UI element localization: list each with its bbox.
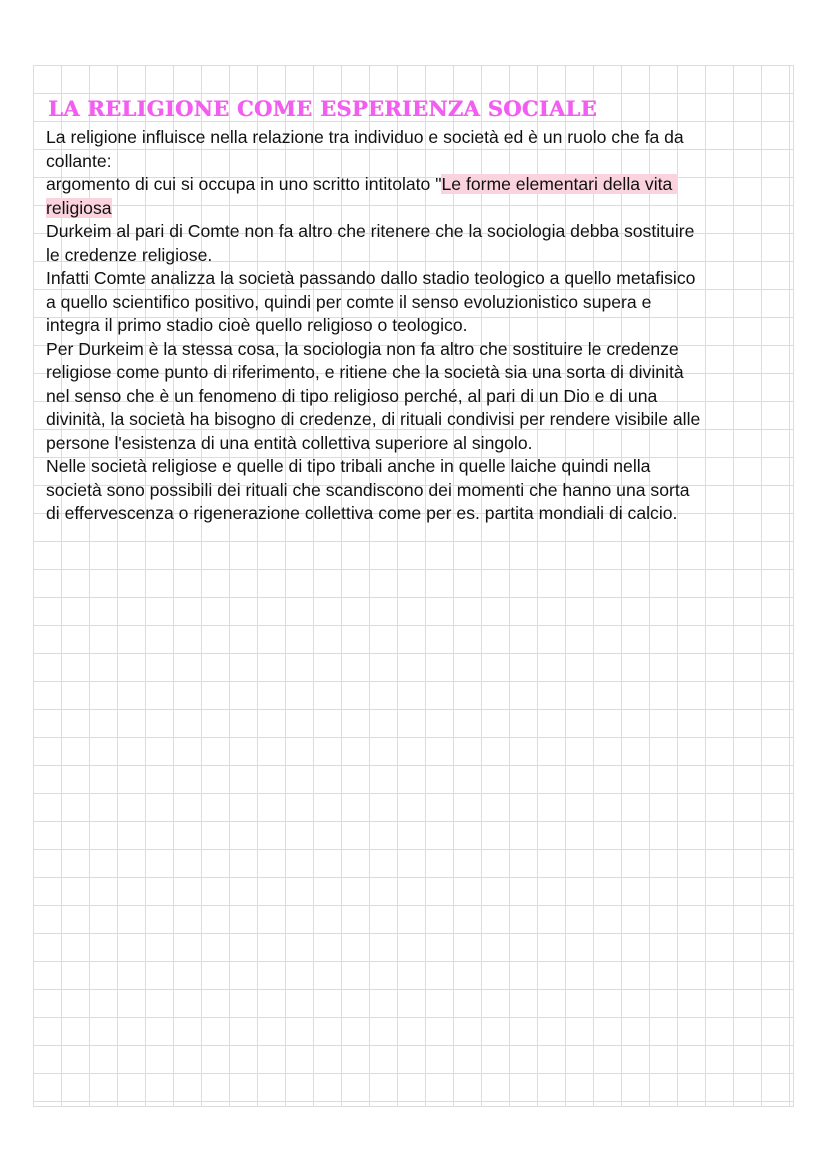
line-text: argomento di cui si occupa in uno scritto intitolato " xyxy=(46,174,442,194)
text-line-5 xyxy=(46,220,791,244)
text-line-2 xyxy=(46,150,791,174)
line-text: le credenze religiose. xyxy=(46,244,213,265)
line-text: nel senso che è un fenomeno di tipo religioso perché, al pari di un Dio e di una xyxy=(46,385,658,406)
line-text: religiose come punto di riferimento, e ritiene che la società sia una sorta di divinità xyxy=(46,362,684,382)
note-content xyxy=(46,92,791,526)
text-line-11 xyxy=(46,361,791,385)
page-title: LA RELIGIONE COME ESPERIENZA SOCIALE xyxy=(48,96,597,121)
text-line-14 xyxy=(46,432,791,456)
highlighted-book-title-cont: religiosa xyxy=(46,197,112,218)
text-line-9 xyxy=(46,314,791,338)
line-text: Nelle società religiose e quelle di tipo tribali anche in quelle laiche quindi nella xyxy=(46,456,651,476)
text-line-13 xyxy=(46,408,791,432)
line-text: integra il primo stadio cioè quello religioso o teologico. xyxy=(46,315,468,335)
text-line-6 xyxy=(46,244,791,268)
line-text: Per Durkeim è la stessa cosa, la sociologia non fa altro che sostituire le credenze xyxy=(46,338,679,359)
line-text: persone l'esistenza di una entità collettiva superiore al singolo. xyxy=(46,432,533,453)
line-text: divinità, la società ha bisogno di credenze, di rituali condivisi per rendere visibile alle xyxy=(46,409,701,429)
line-text: Infatti Comte analizza la società passando dallo stadio teologico a quello metafisico xyxy=(46,268,696,288)
line-text: a quello scientifico positivo, quindi per comte il senso evoluzionistico supera e xyxy=(46,291,652,312)
highlighted-book-title: Le forme elementari della vita xyxy=(441,174,678,194)
text-line-15 xyxy=(46,455,791,479)
text-line-3 xyxy=(46,173,791,197)
text-line-8 xyxy=(46,291,791,315)
line-text: Durkeim al pari di Comte non fa altro che ritenere che la sociologia debba sostituire xyxy=(46,221,695,241)
line-text: collante: xyxy=(46,150,112,171)
text-line-10 xyxy=(46,338,791,362)
line-text: società sono possibili dei rituali che scandiscono dei momenti che hanno una sorta xyxy=(46,479,690,500)
line-text: di effervescenza o rigenerazione collettiva come per es. partita mondiali di calcio. xyxy=(46,503,678,523)
text-line-1 xyxy=(46,126,791,150)
text-line-12 xyxy=(46,385,791,409)
text-line-17 xyxy=(46,502,791,526)
text-line-4 xyxy=(46,197,791,221)
text-line-7 xyxy=(46,267,791,291)
line-text: La religione influisce nella relazione tra individuo e società ed è un ruolo che fa da xyxy=(46,127,684,147)
note-body xyxy=(46,126,791,526)
text-line-16 xyxy=(46,479,791,503)
